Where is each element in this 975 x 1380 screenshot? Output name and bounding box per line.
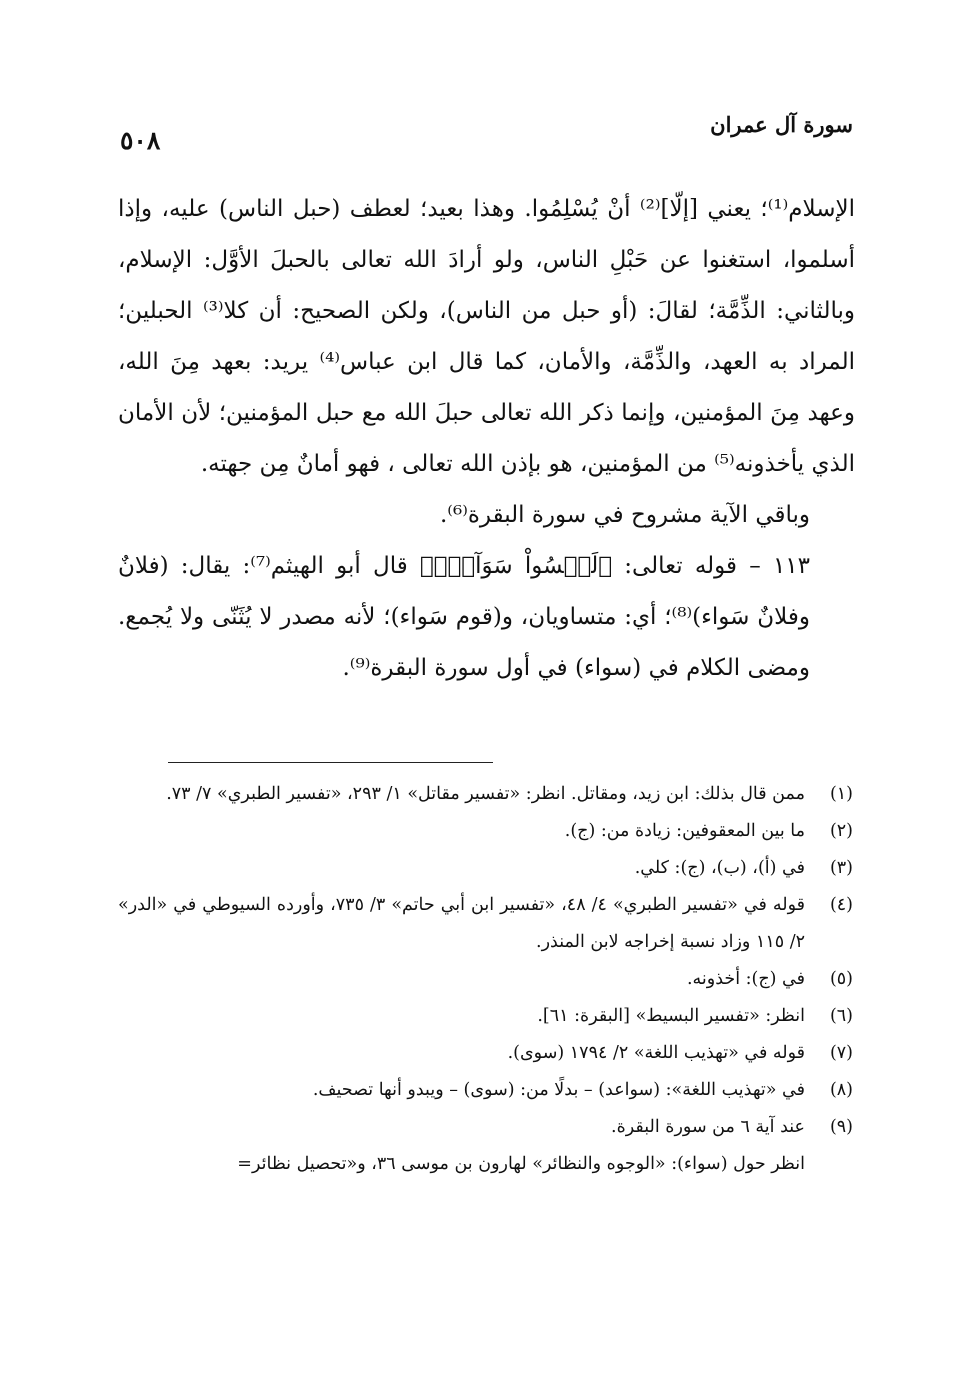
footnote-text: في (أ)، (ب)، (ج): كلي.	[634, 858, 805, 878]
footnote-number: (٦)	[829, 1006, 853, 1026]
footnote-text: عند آية ٦ من سورة البقرة.	[611, 1117, 805, 1137]
footnote-text: انظر: «تفسير البسيط» [البقرة: ٦١].	[537, 1006, 805, 1026]
running-title: سورة آل عمران	[710, 112, 853, 137]
footnote-text: قوله في «تهذيب اللغة» ٢/ ١٧٩٤ (سوى).	[507, 1043, 805, 1063]
footnote-separator	[168, 762, 493, 763]
footnote	[118, 998, 853, 1035]
footnote	[118, 1109, 853, 1146]
footnote-number: (٣)	[829, 858, 853, 878]
paragraph: وباقي الآية مشروح في سورة البقرة⁽⁶⁾.	[440, 502, 810, 528]
footnote-text: ممن قال بذلك: ابن زيد، ومقاتل. انظر: «تفسير مقاتل» ١/ ٢٩٣، «تفسير الطبري» ٧/ ٧٣.	[166, 784, 805, 804]
paragraph: ١١٣ – قوله تعالى: ﴿لَيۡسُواْ سَوَآءٗۗ﴾ قال أبو الهيثم⁽⁷⁾: يقال: (فلانٌ وفلانٌ سَواء)⁽⁸⁾؛ أي: متساويان، و(قوم سَواء)؛ لأنه مصدر لا يُثَنّى ولا يُجمع. ومضى الكلام في (سواء) في أول سورة البقرة⁽⁹⁾.	[118, 553, 810, 681]
page-header	[120, 112, 853, 162]
footnote	[118, 1035, 853, 1072]
footnote-text: قوله في «تفسير الطبري» ٤/ ٤٨، «تفسير ابن أبي حاتم» ٣/ ٧٣٥، وأورده السيوطي في «الدر» ٢/ ١١٥ وزاد نسبة إخراجه لابن المنذر.	[118, 895, 805, 952]
footnotes	[118, 776, 853, 1183]
footnote-number: (٩)	[829, 1117, 853, 1137]
footnote-number: (٧)	[829, 1043, 853, 1063]
footnote-continuation: انظر حول (سواء): «الوجوه والنظائر» لهارون بن موسى ٣٦، و«تحصيل نظائر=	[237, 1154, 805, 1174]
footnote-text: ما بين المعقوفين: زيادة من: (ج).	[564, 821, 805, 841]
footnote-number: (٢)	[829, 821, 853, 841]
footnote	[118, 887, 853, 961]
footnote-number: (١)	[829, 784, 853, 804]
page-number: ٥٠٨	[120, 126, 161, 155]
main-text	[118, 184, 855, 694]
footnote-number: (٥)	[829, 969, 853, 989]
footnote	[118, 776, 853, 813]
paragraph: الإسلام⁽¹⁾؛ يعني [إلّا]⁽²⁾ أنْ يُسْلِمُوا. وهذا بعيد؛ لعطف (حبل الناس) عليه، وإذا أسلموا، استغنوا عن حَبْلِ الناس، ولو أرادَ الله تعالى بالحبلَ الأوَّل: الإسلام، وبالثاني: الذِّمَّة؛ لقالَ: (أو حبل من الناس)، ولكن الصحيح: أن كلا⁽³⁾ الحبلين؛ المراد به العهد، والذِّمَّة، والأمان، كما قال ابن عباس⁽⁴⁾ يريد: بعهد مِنَ الله، وعهد مِنَ المؤمنين، وإنما ذكر الله تعالى حبلَ الله مع حبل المؤمنين؛ لأن الأمان الذي يأخذونه⁽⁵⁾ من المؤمنين، هو بإذن الله تعالى ، فهو أمانٌ مِن جهته.	[118, 196, 855, 477]
footnote	[118, 813, 853, 850]
footnote	[118, 850, 853, 887]
footnote	[118, 1072, 853, 1109]
footnote-number: (٤)	[829, 895, 853, 915]
footnote-text: في «تهذيب اللغة»: (سواعد) – بدلًا من: (سوى) – ويبدو أنها تصحيف.	[312, 1080, 805, 1100]
footnote-number: (٨)	[829, 1080, 853, 1100]
footnote-text: في (ج): أخذونه.	[686, 969, 805, 989]
footnote	[118, 961, 853, 998]
